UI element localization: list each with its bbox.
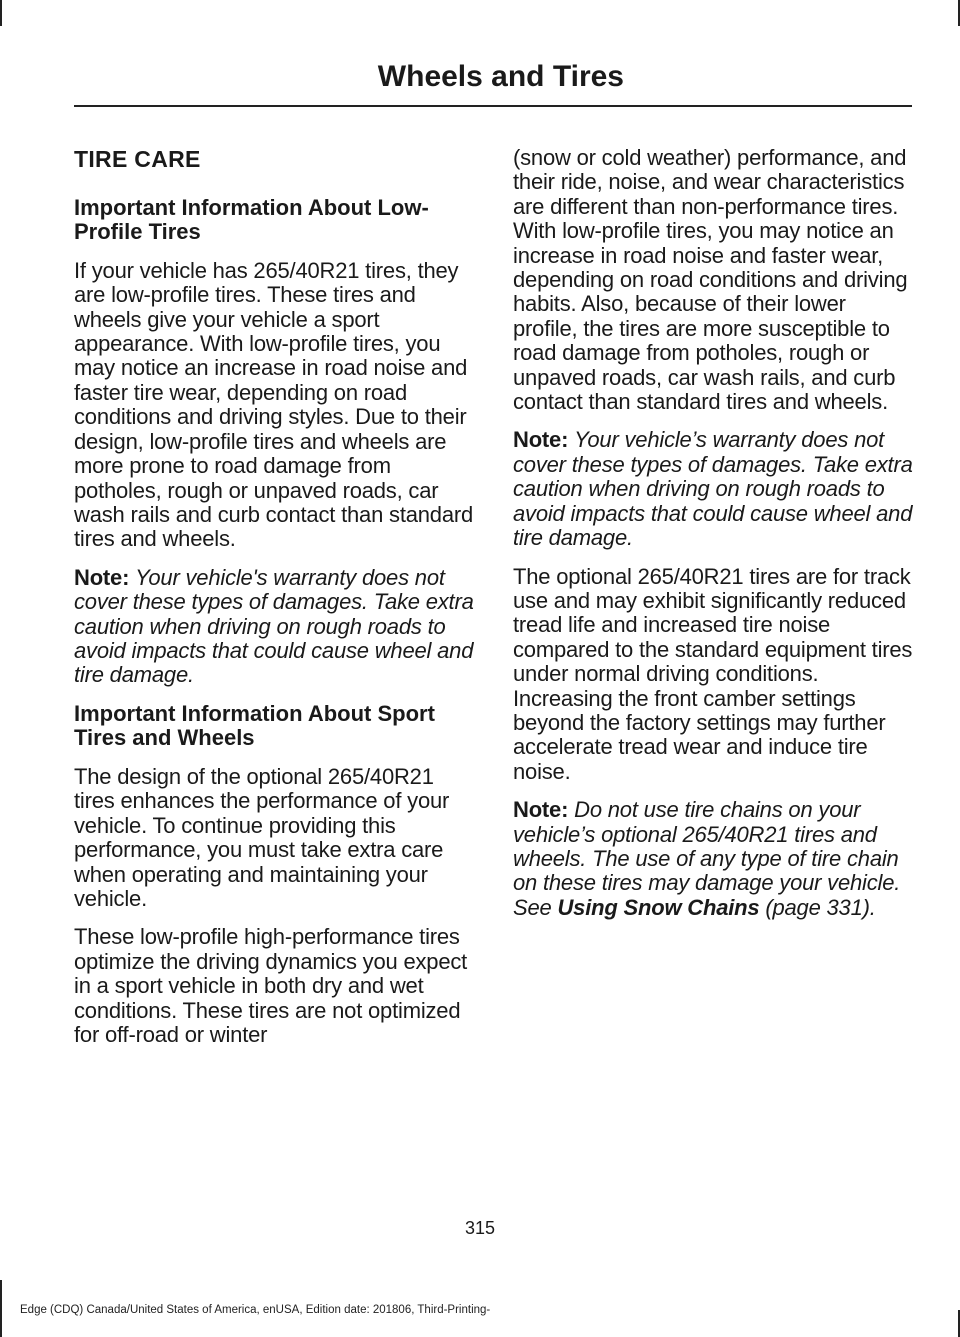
paragraph: (snow or cold weather) performance, and their ride, noise, and wear characteristics are different than non-performance tires. With low-profile tires, you may notice an increase in road noise and faster wear, depending on road conditions and driving habits. Also, because of their lower profile, the tires are more susceptible to road damage from potholes, rough or unpaved roads, car wash rails, and curb contact than standard tires and wheels. xyxy=(513,145,908,415)
page-header-title: Wheels and Tires xyxy=(377,60,624,93)
paragraph: The design of the optional 265/40R21 tires enhances the performance of your vehicle. To continue providing this performance, you must take extra care when operating and maintaining your vehicle. xyxy=(74,764,450,912)
sub-heading-low-profile: Important Information About Low-Profile Tires xyxy=(74,194,429,245)
note xyxy=(513,798,913,920)
right-column xyxy=(513,146,913,934)
page-reference: (page 331). xyxy=(759,894,876,920)
paragraph: These low-profile high-performance tires optimize the driving dynamics you expect in a sport vehicle in both dry and wet conditions. These tires are not optimized for off-road or winter xyxy=(74,924,468,1048)
note-label: Note: xyxy=(513,427,569,453)
cross-reference-link[interactable]: Using Snow Chains xyxy=(557,894,760,920)
note-label: Note: xyxy=(74,564,130,590)
page-number: 315 xyxy=(464,1218,496,1238)
paragraph: The optional 265/40R21 tires are for track use and may exhibit significantly reduced tread life and increased tire noise compared to the standard equipment tires under normal driving conditions. Increasing the front camber settings beyond the factory settings may further accelerate tread wear and induce tire noise. xyxy=(513,563,913,784)
section-heading: TIRE CARE xyxy=(74,146,201,172)
note-text: Your vehicle’s warranty does not cover these types of damages. Take extra caution when driving on rough roads to avoid impacts that could cause wheel and tire damage. xyxy=(513,427,913,551)
crop-mark-bottom-left xyxy=(0,1280,2,1337)
header-divider xyxy=(74,105,912,107)
left-column xyxy=(74,146,476,1061)
note xyxy=(513,428,913,550)
note-label: Note: xyxy=(513,797,569,823)
sub-heading-sport-tires: Important Information About Sport Tires and Wheels xyxy=(74,700,435,751)
note xyxy=(74,566,476,688)
note-text: Do not use tire chains on your vehicle’s optional 265/40R21 tires and wheels. The use of any type of tire chain on these tires may damage your vehicle. See xyxy=(513,797,901,920)
paragraph: If your vehicle has 265/40R21 tires, they are low-profile tires. These tires and wheels give your vehicle a sport appearance. With low-profile tires, you may notice an increase in road noise and faster tire wear, depending on road conditions and driving styles. Due to their design, low-profile tires and wheels are more prone to road damage from potholes, rough or unpaved roads, car wash rails and curb contact than standard tires and wheels. xyxy=(74,257,474,552)
crop-mark-top-left xyxy=(0,0,2,26)
footer-edition-info: Edge (CDQ) Canada/United States of America, enUSA, Edition date: 201806, Third-Printing- xyxy=(20,1304,491,1316)
note-text: Your vehicle's warranty does not cover these types of damages. Take extra caution when driving on rough roads to avoid impacts that could cause wheel and tire damage. xyxy=(74,564,474,688)
